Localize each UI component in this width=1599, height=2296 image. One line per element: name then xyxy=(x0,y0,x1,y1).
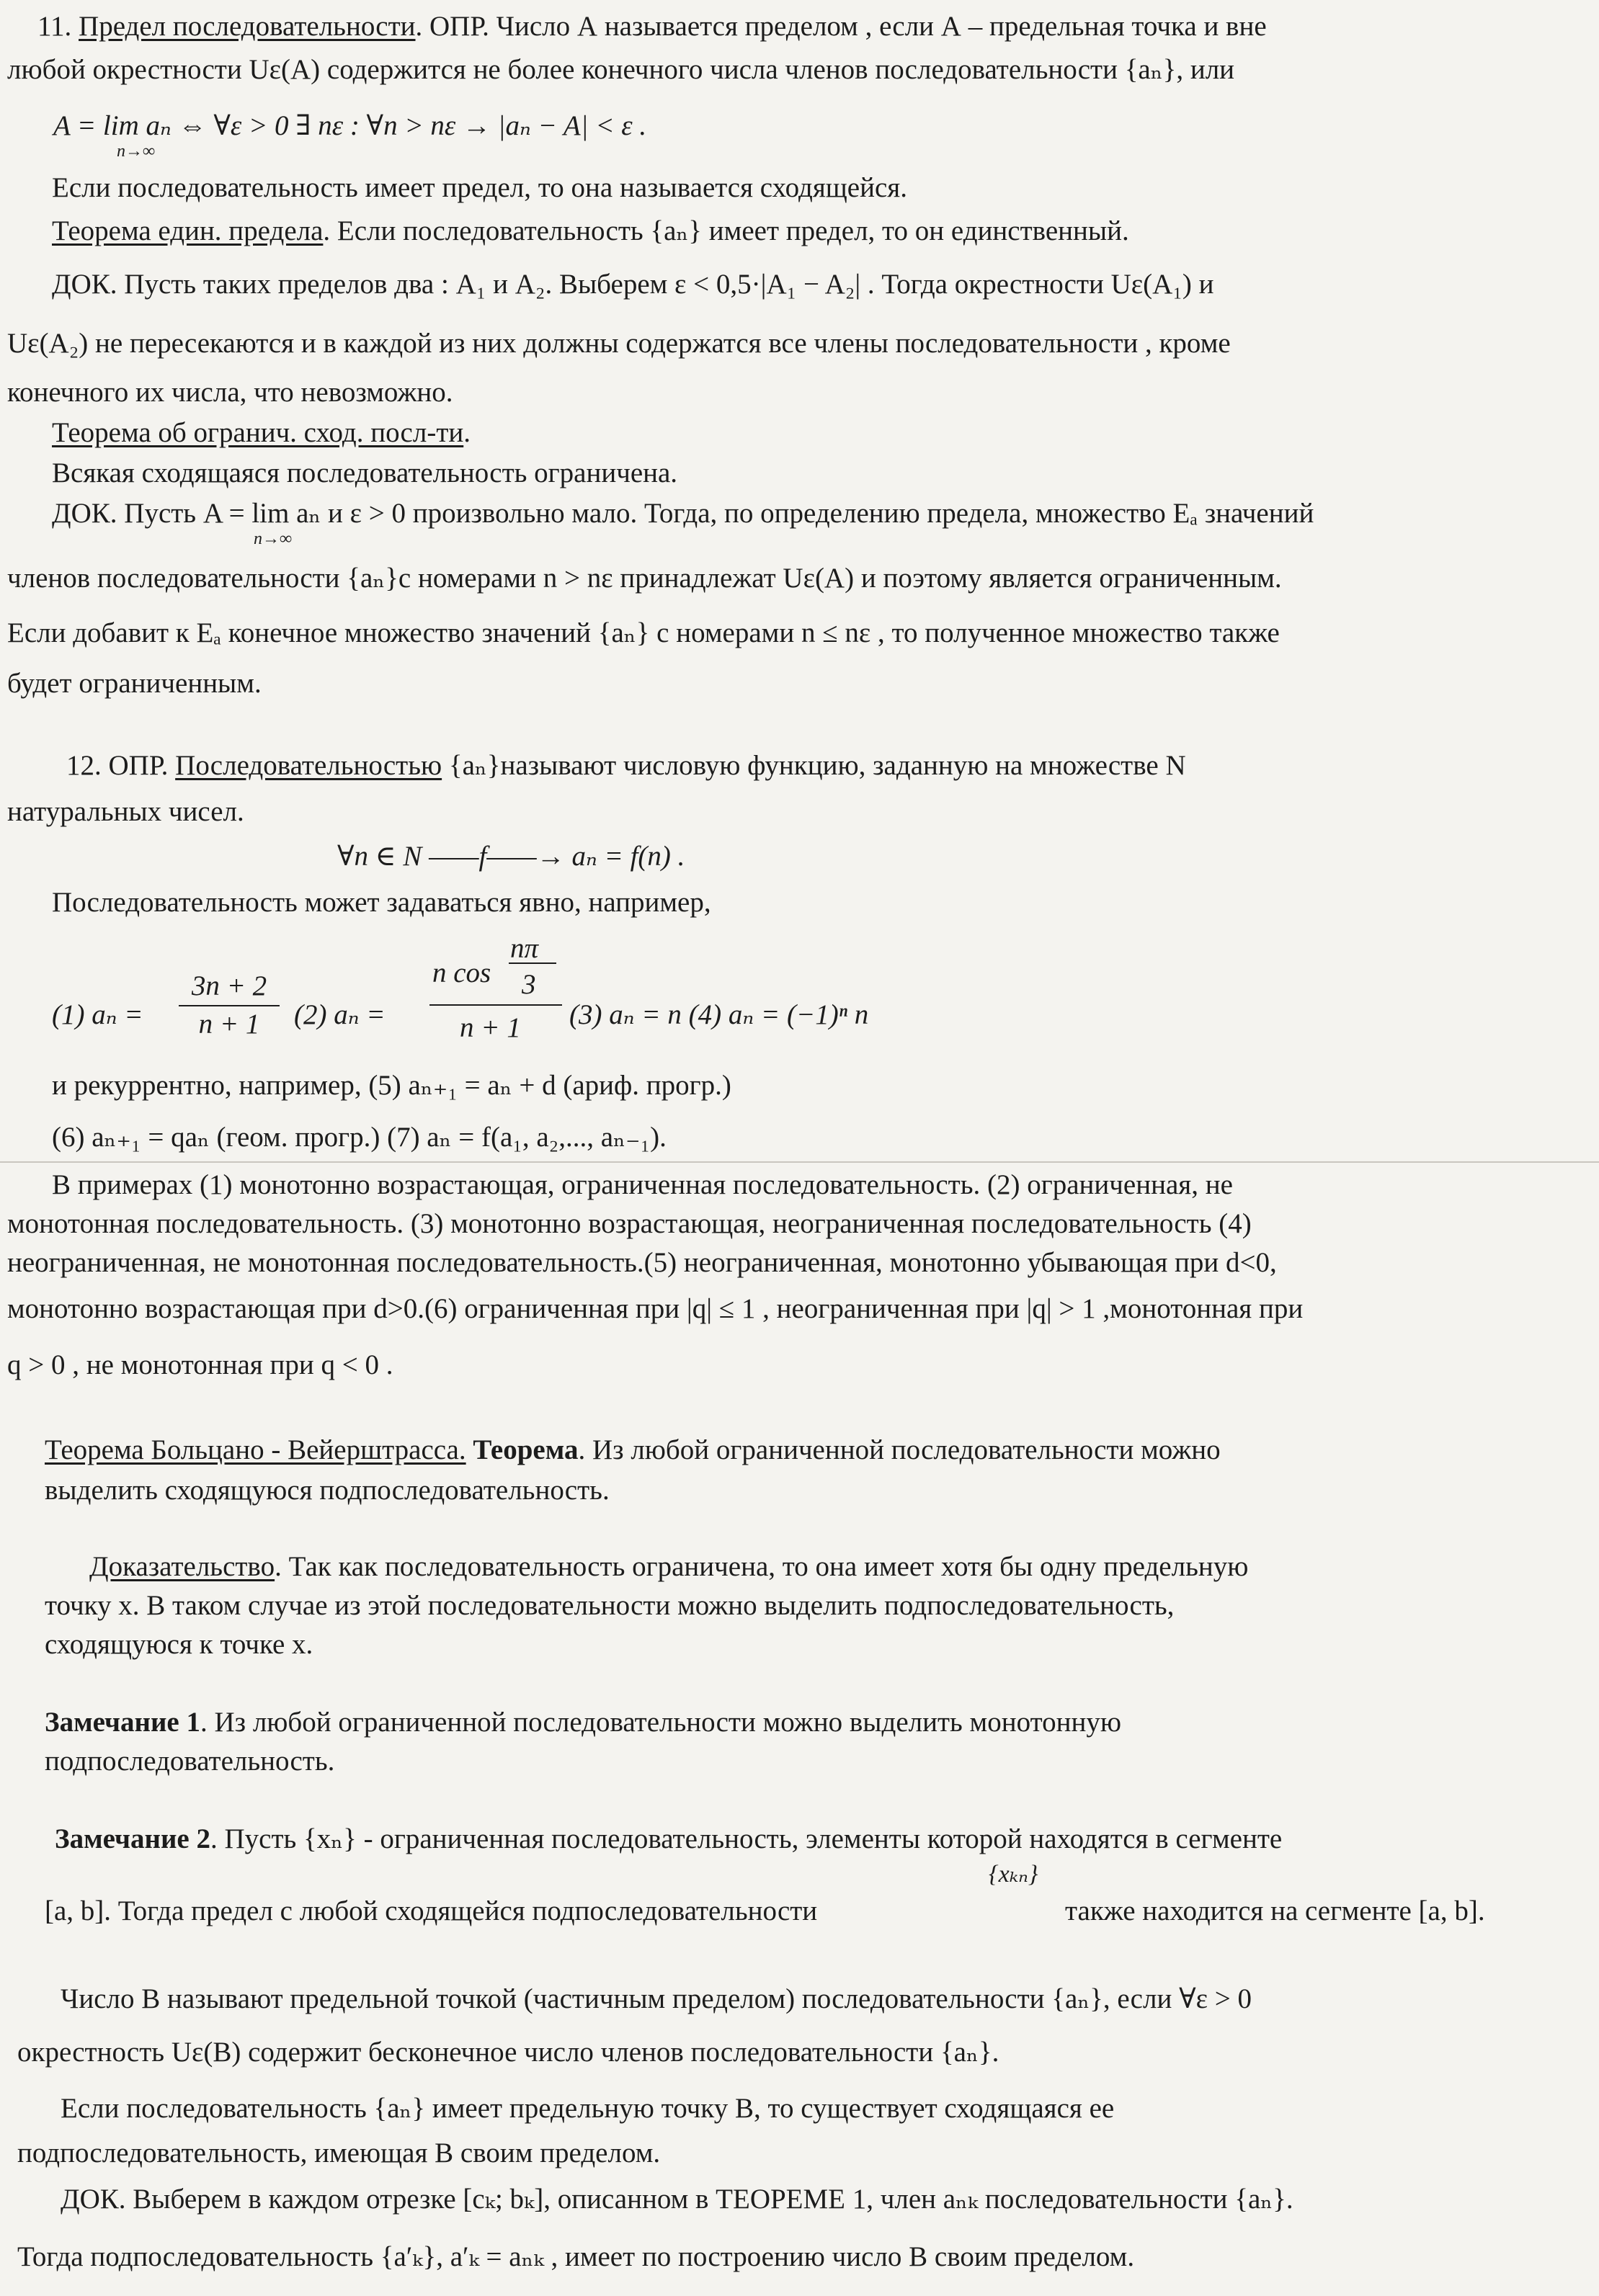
s11-line4: Если последовательность имеет предел, то она называется сходящейся. xyxy=(52,172,907,203)
s11-line9-text: . xyxy=(463,417,471,448)
section-number-12: 12. ОПР. xyxy=(66,750,176,781)
section-title: Предел последовательности xyxy=(79,11,416,42)
s11-line1 xyxy=(37,10,1267,44)
proof-line2: точку x. В таком случае из этой последовательности можно выделить подпоследовательность, xyxy=(45,1590,1175,1621)
s12-line6: и рекуррентно, например, (5) aₙ₊₁ = aₙ + d (ариф. прогр.) xyxy=(52,1070,731,1101)
s12-p3: неограниченная, не монотонная последовательность.(5) неограниченная, монотонно убывающая при d<0, xyxy=(7,1247,1277,1278)
remark1-line1 xyxy=(45,1706,1121,1740)
formula-2-numerator-den: 3 xyxy=(522,969,536,1000)
limit-point-line2: окрестность Uε(B) содержит бесконечное число членов последовательности {aₙ}. xyxy=(17,2037,999,2068)
fraction-bar-2 xyxy=(429,1004,562,1006)
formula-1-numerator: 3n + 2 xyxy=(191,970,267,1001)
s11-line13: Если добавит к Eₐ конечное множество значений {aₙ} с номерами n ≤ nε , то полученное множество также xyxy=(7,617,1280,648)
formula-1-label: (1) aₙ = xyxy=(52,999,143,1030)
bolzano-line1 xyxy=(45,1434,1221,1468)
paper-seam xyxy=(0,1161,1599,1163)
proof-line3: сходящуюся к точке x. xyxy=(45,1629,313,1660)
formula-1-denominator: n + 1 xyxy=(198,1008,260,1040)
s12-p4: монотонно возрастающая при d>0.(6) ограниченная при |q| ≤ 1 , неограниченная при |q| > 1 ,монотонная при xyxy=(7,1293,1304,1324)
s11-line8: конечного их числа, что невозможно. xyxy=(7,377,453,408)
section-number: 11. xyxy=(37,11,79,42)
proof-line1-text: . Так как последовательность ограничена, то она имеет хотя бы одну предельную xyxy=(275,1551,1249,1582)
s12-p2: монотонная последовательность. (3) монотонно возрастающая, неограниченная последовательность (4) xyxy=(7,1208,1252,1239)
formula-2-denominator: n + 1 xyxy=(460,1012,521,1043)
proof-word: Доказательство xyxy=(89,1551,275,1582)
formula-2-numerator-top: nπ xyxy=(510,933,539,964)
sequence-definition-title: Последовательностью xyxy=(175,750,442,781)
s11-line7: Uε(A₂) не пересекаются и в каждой из них должны содержатся все члены последовательности , кроме xyxy=(7,328,1231,359)
remark1-label: Замечание 1 xyxy=(45,1707,200,1738)
s12-p5: q > 0 , не монотонная при q < 0 . xyxy=(7,1349,393,1380)
s12-line2: натуральных чисел. xyxy=(7,796,244,827)
s11-line5-text: . Если последовательность {aₙ} имеет предел, то он единственный. xyxy=(323,215,1129,246)
formula-1-fraction xyxy=(179,970,280,1042)
limit-point-line3: Если последовательность {aₙ} имеет предельную точку B, то существует сходящаяся ее xyxy=(61,2093,1115,2124)
theorem-unique-limit-title: Теорема един. предела xyxy=(52,215,324,246)
s11-line14: будет ограниченным. xyxy=(7,668,262,699)
formula-2-numerator: n cos xyxy=(432,957,491,988)
fraction-bar xyxy=(179,1005,280,1006)
bolzano-line1-text: . Из любой ограниченной последовательности можно xyxy=(578,1434,1221,1465)
remark1-text: . Из любой ограниченной последовательности можно выделить монотонную xyxy=(200,1707,1121,1738)
sequence-mapping-formula: ∀n ∈ N ——f——→ aₙ = f(n) . xyxy=(337,841,685,872)
theorem-bounded-title: Теорема об огранич. сход. посл-ти xyxy=(52,417,464,448)
s12-p1: В примерах (1) монотонно возрастающая, ограниченная последовательность. (2) ограниченная, не xyxy=(52,1169,1233,1200)
s12-line1-text: {aₙ}называют числовую функцию, заданную на множестве N xyxy=(442,750,1186,781)
s11-line1-text: . ОПР. Число А называется пределом , если А – предельная точка и вне xyxy=(415,11,1267,42)
s12-line7: (6) aₙ₊₁ = qaₙ (геом. прогр.) (7) aₙ = f(a₁, a₂,..., aₙ₋₁). xyxy=(52,1122,667,1153)
remark2-label: Замечание 2 xyxy=(55,1823,210,1854)
remark2-text: . Пусть {xₙ} - ограниченная последовательность, элементы которой находятся в сегменте xyxy=(210,1823,1283,1854)
s11-line9 xyxy=(52,416,471,450)
remark2-line2-a: [a, b]. Тогда предел с любой сходящейся подпоследовательности xyxy=(45,1895,818,1926)
s11-line11: ДОК. Пусть A = lim aₙ и ε > 0 произвольно мало. Тогда, по определению предела, множество Eₐ значений xyxy=(52,498,1314,529)
s11-line5 xyxy=(52,215,1129,249)
limit-subscript-2: n→∞ xyxy=(254,530,293,548)
limit-point-line6: Тогда подпоследовательность {a′ₖ}, a′ₖ = aₙₖ , имеет по построению число B своим пределом. xyxy=(17,2241,1135,2272)
remark2-line1 xyxy=(55,1823,1282,1857)
limit-point-line5: ДОК. Выберем в каждом отрезке [cₖ; bₖ], описанном в ТЕОРЕМЕ 1, член aₙₖ последовательности {aₙ}. xyxy=(61,2184,1293,2215)
bolzano-line2: выделить сходящуюся подпоследовательность. xyxy=(45,1475,610,1506)
s11-line12: членов последовательности {aₙ}с номерами n > nε принадлежат Uε(A) и поэтому является ограниченным. xyxy=(7,563,1282,594)
s11-line2: любой окрестности Uε(A) содержится не более конечного числа членов последовательности {aₙ}, или xyxy=(7,54,1235,85)
s11-line10: Всякая сходящаяся последовательность ограничена. xyxy=(52,457,678,488)
inner-fraction-bar xyxy=(509,962,556,964)
limit-point-line4: подпоследовательность, имеющая B своим пределом. xyxy=(17,2138,661,2168)
s12-line4: Последовательность может задаваться явно, например, xyxy=(52,887,711,918)
s11-line6: ДОК. Пусть таких пределов два : A₁ и A₂. Выберем ε < 0,5·|A₁ − A₂| . Тогда окрестности Uε(A₁) и xyxy=(52,269,1214,300)
remark2-line2-b: также находится на сегменте [a, b]. xyxy=(1065,1895,1485,1926)
subsequence-symbol: {xₖₙ} xyxy=(989,1861,1038,1888)
bolzano-title: Теорема Больцано - Вейерштрасса. xyxy=(45,1434,466,1465)
formula-2-label: (2) aₙ = xyxy=(294,999,386,1030)
proof-line1 xyxy=(89,1550,1248,1584)
formulas-3-4: (3) aₙ = n (4) aₙ = (−1)ⁿ n xyxy=(569,999,869,1030)
theorem-word: Теорема xyxy=(473,1434,579,1465)
remark1-line2: подпоследовательность. xyxy=(45,1746,335,1777)
limit-point-line1: Число B называют предельной точкой (частичным пределом) последовательности {aₙ}, если ∀ε > 0 xyxy=(61,1983,1252,2014)
limit-definition-formula: A = lim aₙ ⇔ ∀ε > 0 ∃ nε : ∀n > nε → |aₙ − A| < ε . xyxy=(53,110,647,141)
limit-subscript: n→∞ xyxy=(117,142,156,161)
s12-line1 xyxy=(66,749,1186,783)
